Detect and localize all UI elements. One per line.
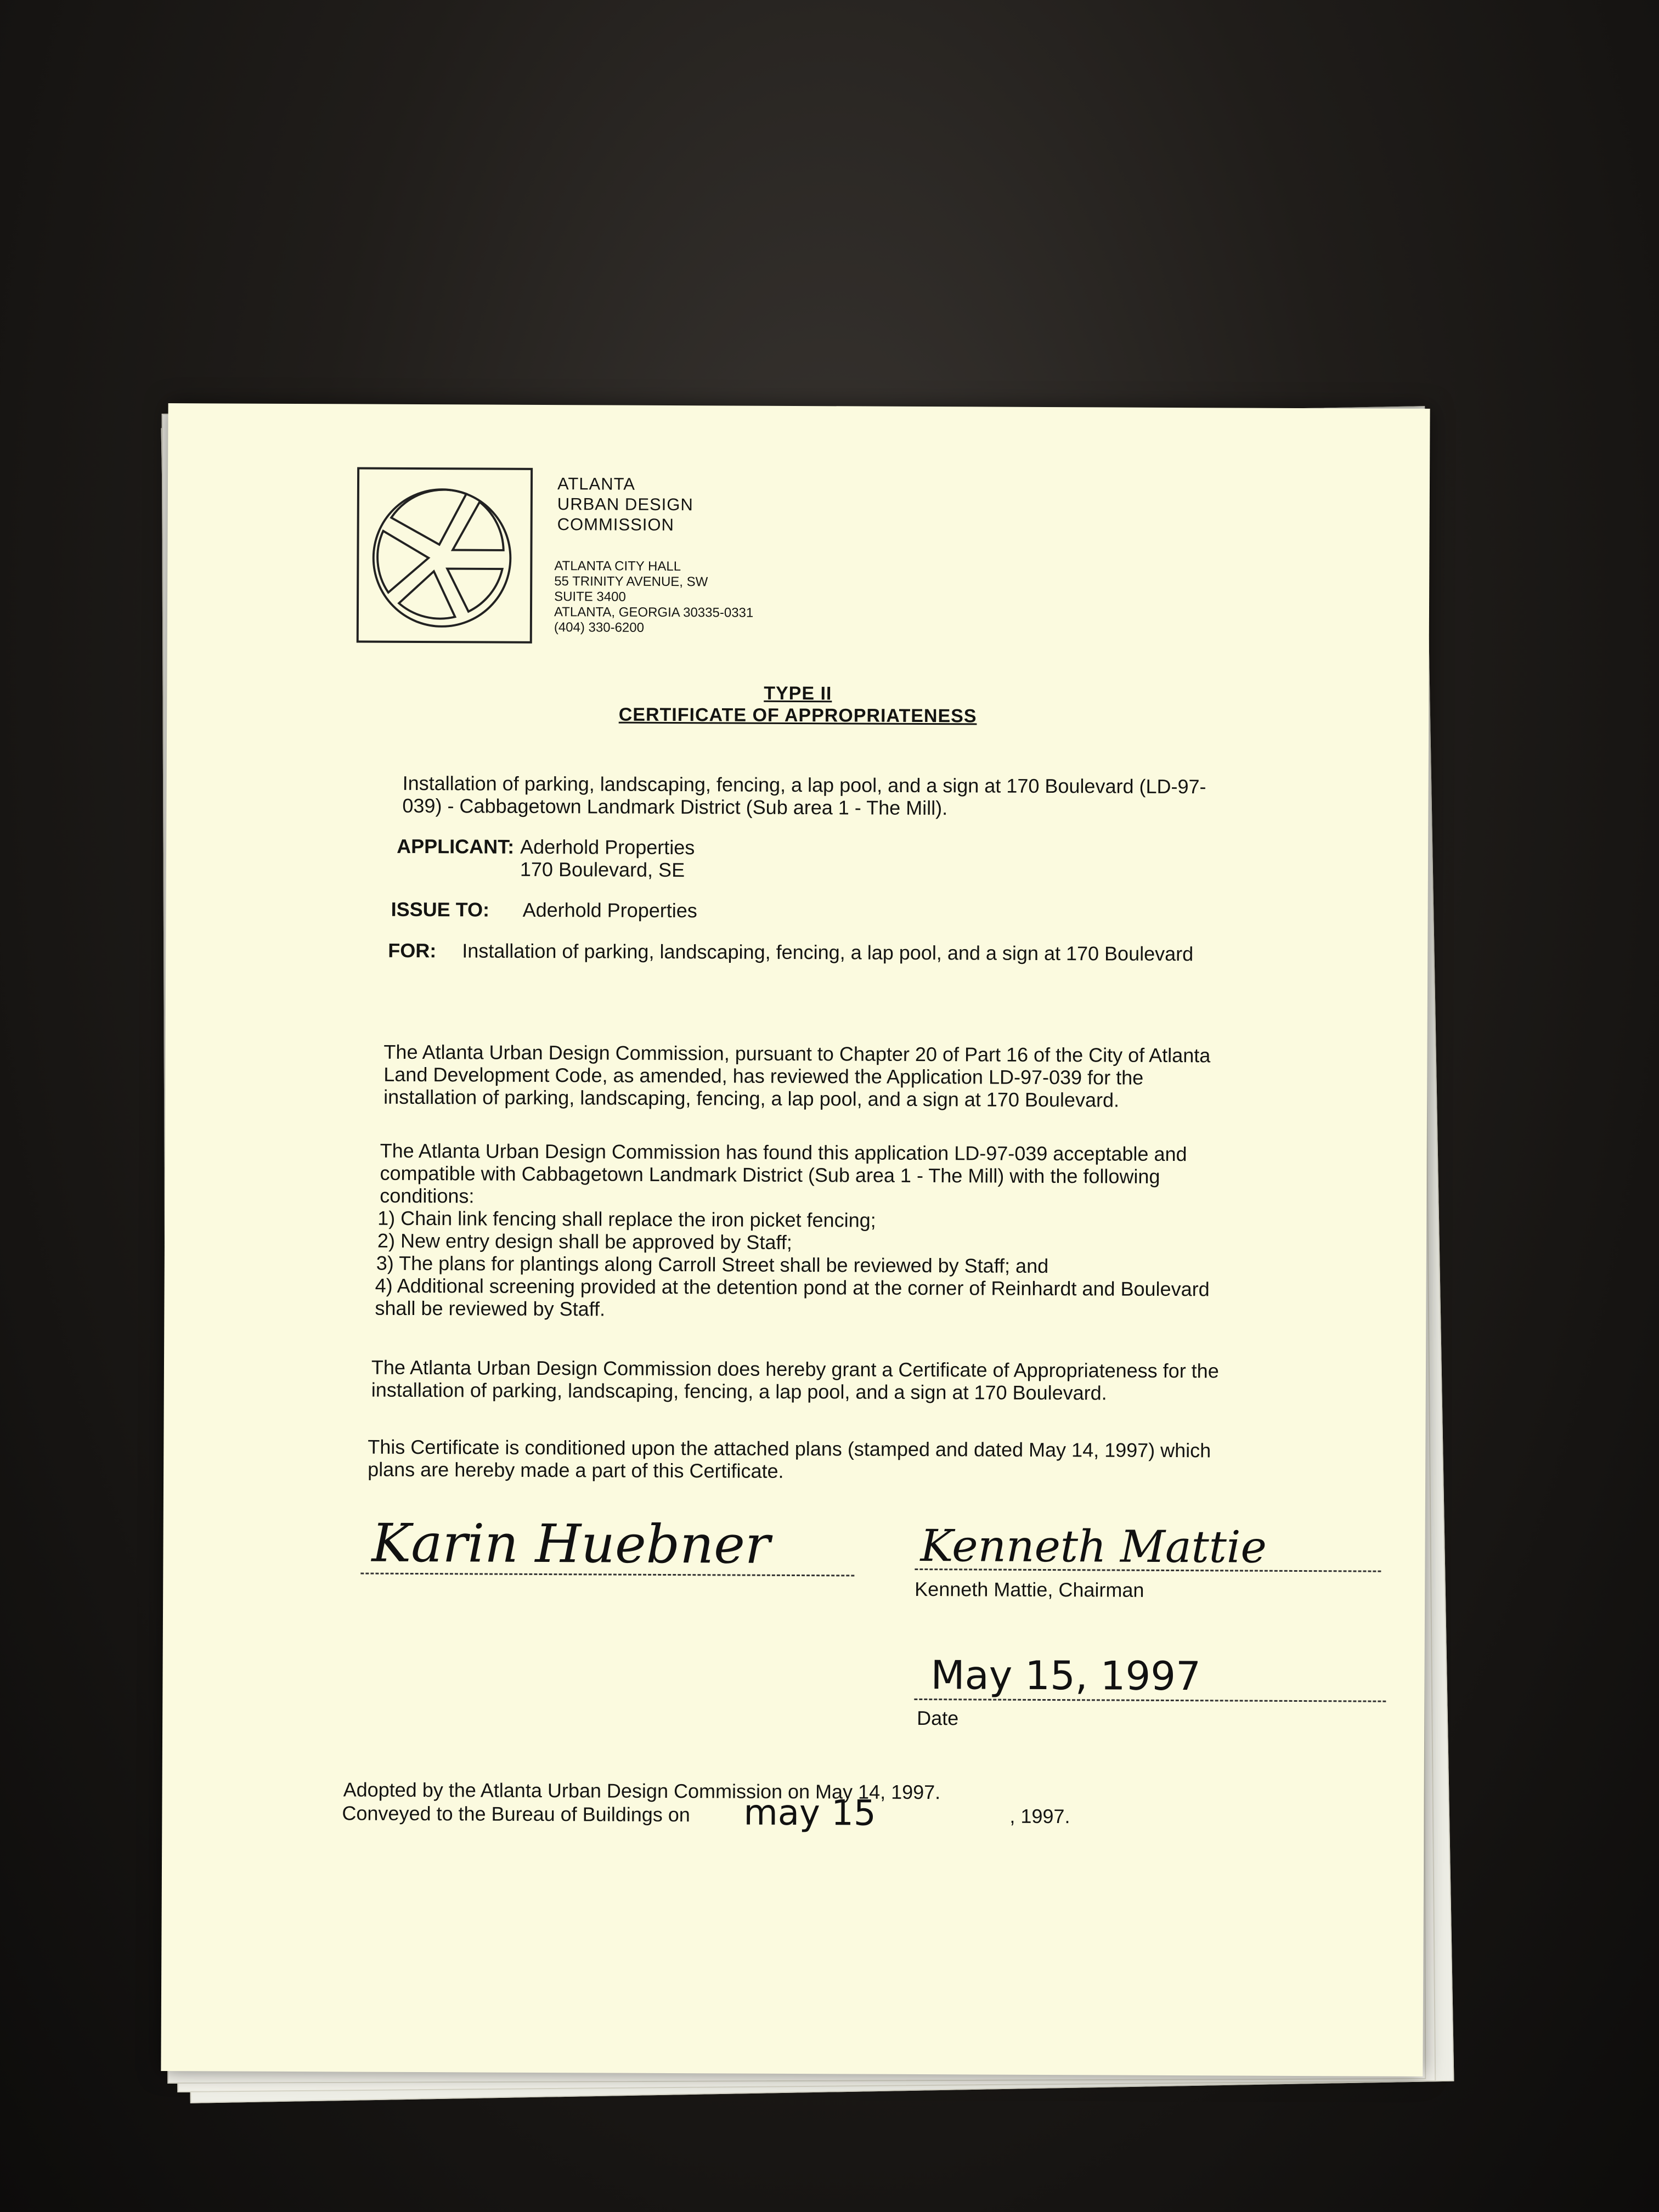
paragraph-line: conditions: — [380, 1184, 475, 1207]
project-description-line: Installation of parking, landscaping, fencing, a lap pool, and a sign at 170 Boulevard (LD-97- — [402, 771, 1206, 798]
handwritten-date: May 15, 1997 — [930, 1652, 1201, 1700]
paragraph-line: installation of parking, landscaping, fencing, a lap pool, and a sign at 170 Boulevard. — [383, 1085, 1120, 1111]
paragraph-line: compatible with Cabbagetown Landmark District (Sub area 1 - The Mill) with the following — [380, 1161, 1160, 1188]
address-line: SUITE 3400 — [554, 589, 626, 605]
for-label: FOR: — [388, 939, 437, 962]
paragraph-line: Land Development Code, as amended, has reviewed the Application LD-97-039 for the — [383, 1063, 1144, 1089]
org-address — [554, 558, 754, 636]
date-line — [914, 1699, 1386, 1702]
paragraph-line: plans are hereby made a part of this Certificate. — [368, 1458, 784, 1482]
paragraph-line: installation of parking, landscaping, fencing, a lap pool, and a sign at 170 Boulevard. — [371, 1378, 1107, 1404]
paragraph-line: The Atlanta Urban Design Commission, pursuant to Chapter 20 of Part 16 of the City of Atlanta — [383, 1040, 1211, 1067]
issue-to-label: ISSUE TO: — [391, 898, 490, 921]
left-signature: Karin Huebner — [371, 1512, 771, 1576]
condition-item: 2) New entry design shall be approved by Staff; — [377, 1229, 792, 1254]
condition-item: shall be reviewed by Staff. — [375, 1296, 606, 1321]
paragraph-line: This Certificate is conditioned upon the attached plans (stamped and dated May 14, 1997) which — [368, 1435, 1211, 1462]
commission-logo — [357, 467, 533, 644]
paragraph-line: The Atlanta Urban Design Commission has found this application LD-97-039 acceptable and — [380, 1139, 1187, 1166]
address-line: ATLANTA, GEORGIA 30335-0331 — [554, 605, 754, 620]
conveyed-prefix: Conveyed to the Bureau of Buildings on — [342, 1802, 690, 1826]
org-name-line: COMMISSION — [557, 515, 674, 535]
conveyed-suffix: , 1997. — [1009, 1804, 1070, 1828]
project-description-line: 039) - Cabbagetown Landmark District (Sub area 1 - The Mill). — [402, 794, 948, 820]
org-name-line: URBAN DESIGN — [557, 494, 693, 515]
adopted-line: Adopted by the Atlanta Urban Design Commission on May 14, 1997. — [343, 1778, 941, 1804]
conveyed-handwritten-date: may 15 — [743, 1792, 876, 1834]
condition-item: 1) Chain link fencing shall replace the iron picket fencing; — [377, 1206, 876, 1232]
org-name — [557, 473, 693, 535]
chairman-signature: Kenneth Mattie — [920, 1520, 1267, 1573]
date-caption: Date — [917, 1706, 959, 1730]
applicant-label: APPLICANT: — [397, 834, 515, 858]
signature-line — [360, 1573, 854, 1577]
document-title: CERTIFICATE OF APPROPRIATENESS — [618, 704, 977, 727]
address-line: (404) 330-6200 — [554, 620, 645, 635]
document-type: TYPE II — [764, 682, 832, 704]
for-value: Installation of parking, landscaping, fencing, a lap pool, and a sign at 170 Boulevard — [462, 939, 1194, 966]
address-line: 55 TRINITY AVENUE, SW — [554, 574, 708, 590]
issue-to-value: Aderhold Properties — [522, 898, 697, 922]
condition-item: 3) The plans for plantings along Carroll Street shall be reviewed by Staff; and — [376, 1251, 1049, 1278]
chairman-caption: Kenneth Mattie, Chairman — [915, 1577, 1144, 1601]
address-line: ATLANTA CITY HALL — [554, 558, 681, 574]
applicant-address: 170 Boulevard, SE — [520, 857, 685, 882]
applicant-name: Aderhold Properties — [520, 835, 695, 859]
paragraph-line: The Atlanta Urban Design Commission does hereby grant a Certificate of Appropriateness for the — [371, 1356, 1219, 1383]
org-name-line: ATLANTA — [557, 474, 636, 494]
certificate-page — [161, 403, 1430, 2076]
wheel-logo-icon — [359, 470, 531, 641]
condition-item: 4) Additional screening provided at the detention pond at the corner of Reinhardt and Boulevard — [375, 1274, 1210, 1301]
